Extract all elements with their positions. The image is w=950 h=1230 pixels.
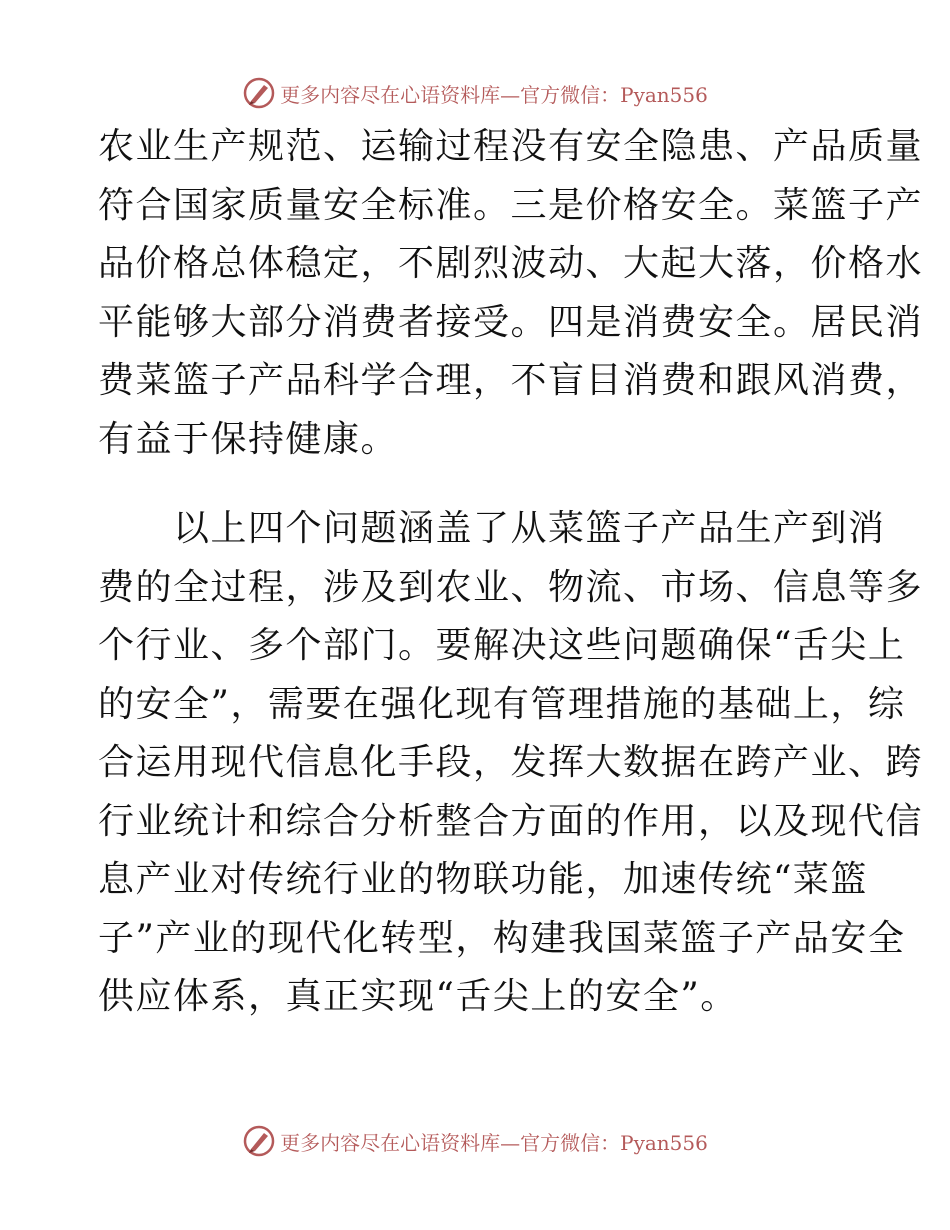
watermark-text: 更多内容尽在心语资料库—官方微信：Pyan556 (280, 82, 708, 107)
text-line: 品价格总体稳定，不剧烈波动、大起大落，价格水 (98, 243, 924, 284)
watermark-text: 更多内容尽在心语资料库—官方微信：Pyan556 (280, 1130, 708, 1155)
paragraph (98, 118, 924, 469)
text-line: 有益于保持健康。 (98, 418, 399, 460)
text-line: 子”产业的现代化转型，构建我国菜篮子产品安全 (98, 917, 906, 959)
text-line: 平能够大部分消费者接受。四是消费安全。居民消 (98, 301, 924, 343)
text-line: 费菜篮子产品科学合理，不盲目消费和跟风消费， (98, 360, 924, 401)
text-line: 行业统计和综合分析整合方面的作用，以及现代信 (98, 800, 924, 842)
text-line: 息产业对传统行业的物联功能，加速传统“菜篮 (98, 859, 868, 900)
paragraph (98, 500, 924, 1027)
pen-logo-icon (242, 1124, 276, 1158)
text-line: 费的全过程，涉及到农业、物流、市场、信息等多 (98, 566, 924, 608)
text-line: 个行业、多个部门。要解决这些问题确保“舌尖上 (98, 625, 906, 666)
text-line: 供应体系，真正实现“舌尖上的安全”。 (98, 976, 738, 1017)
text-line: 符合国家质量安全标准。三是价格安全。菜篮子产 (98, 184, 924, 226)
text-line: 农业生产规范、运输过程没有安全隐患、产品质量 (98, 126, 924, 167)
text-line: 的安全”，需要在强化现有管理措施的基础上，综 (98, 683, 906, 725)
text-line: 合运用现代信息化手段，发挥大数据在跨产业、跨 (98, 742, 924, 783)
paragraph-spacer (98, 469, 850, 500)
header-watermark (0, 76, 950, 110)
text-line: 以上四个问题涵盖了从菜篮子产品生产到消 (98, 508, 886, 549)
document-body (98, 118, 924, 1027)
footer-watermark (0, 1124, 950, 1158)
pen-logo-icon (242, 76, 276, 110)
